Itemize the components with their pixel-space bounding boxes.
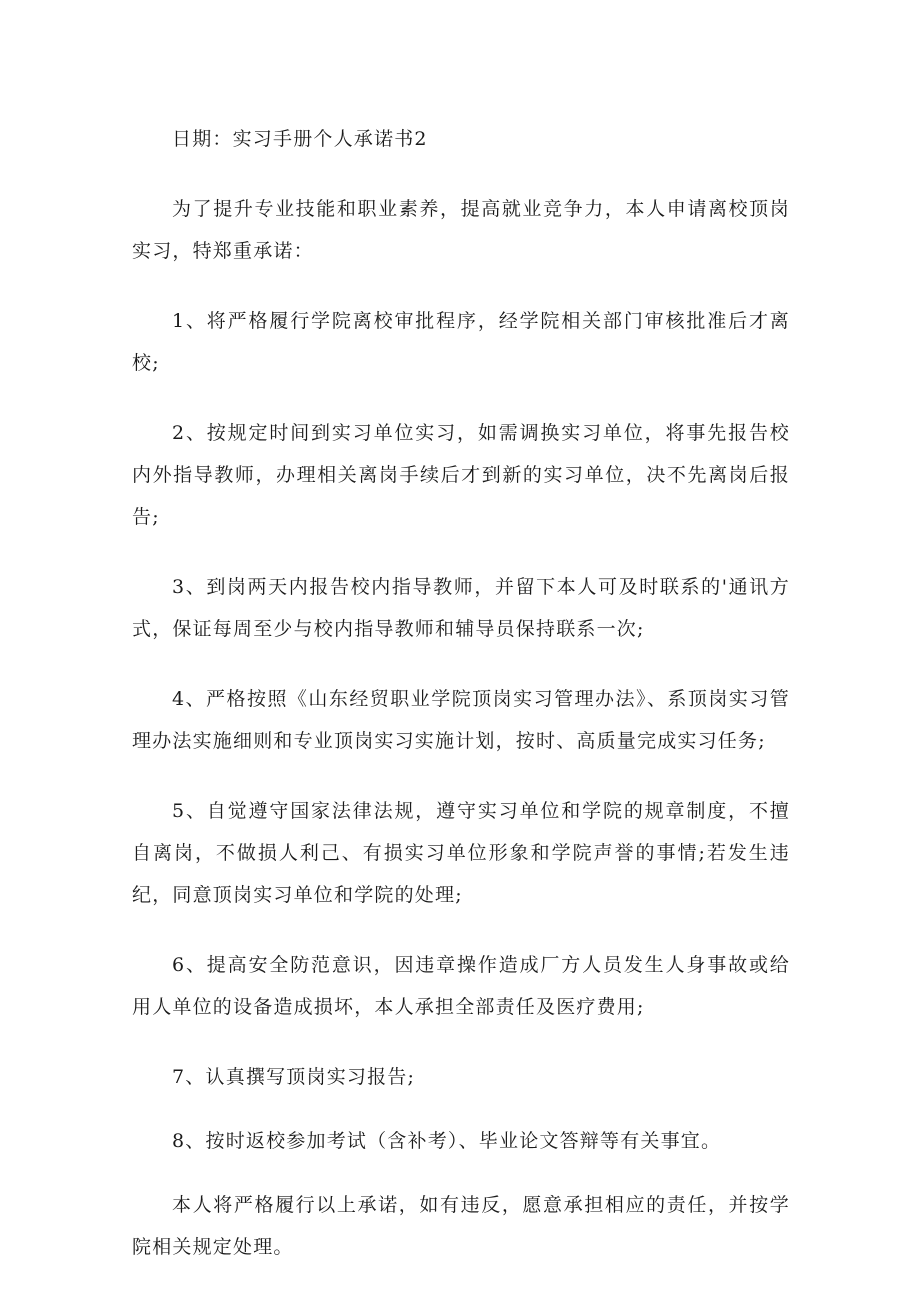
commitment-item-7: 7、认真撰写顶岗实习报告;: [172, 1066, 416, 1088]
date-line: 日期：实习手册个人承诺书2: [172, 128, 428, 150]
commitment-item-5: 5、自觉遵守国家法律法规，遵守实习单位和学院的规章制度，不擅自离岗，不做损人利己、有损实习单位形象和学院声誉的事情;若发生违纪，同意顶岗实习单位和学院的处理;: [132, 800, 790, 906]
commitment-item-4: 4、严格按照《山东经贸职业学院顶岗实习管理办法》、系顶岗实习管理办法实施细则和专业顶岗实习实施计划，按时、高质量完成实习任务;: [132, 688, 790, 752]
commitment-item-1: 1、将严格履行学院离校审批程序，经学院相关部门审核批准后才离校;: [132, 310, 790, 374]
commitment-item-3: 3、到岗两天内报告校内指导教师，并留下本人可及时联系的'通讯方式，保证每周至少与校内指导教师和辅导员保持联系一次;: [132, 576, 790, 640]
commitment-item-6: 6、提高安全防范意识，因违章操作造成厂方人员发生人身事故或给用人单位的设备造成损坏，本人承担全部责任及医疗费用;: [132, 954, 790, 1018]
commitment-item-8: 8、按时返校参加考试（含补考）、毕业论文答辩等有关事宜。: [172, 1130, 722, 1152]
closing-paragraph: 本人将严格履行以上承诺，如有违反，愿意承担相应的责任，并按学院相关规定处理。: [132, 1194, 790, 1258]
commitment-item-2: 2、按规定时间到实习单位实习，如需调换实习单位，将事先报告校内外指导教师，办理相关离岗手续后才到新的实习单位，决不先离岗后报告;: [132, 422, 790, 528]
intro-paragraph: 为了提升专业技能和职业素养，提高就业竞争力，本人申请离校顶岗实习，特郑重承诺：: [132, 198, 790, 262]
